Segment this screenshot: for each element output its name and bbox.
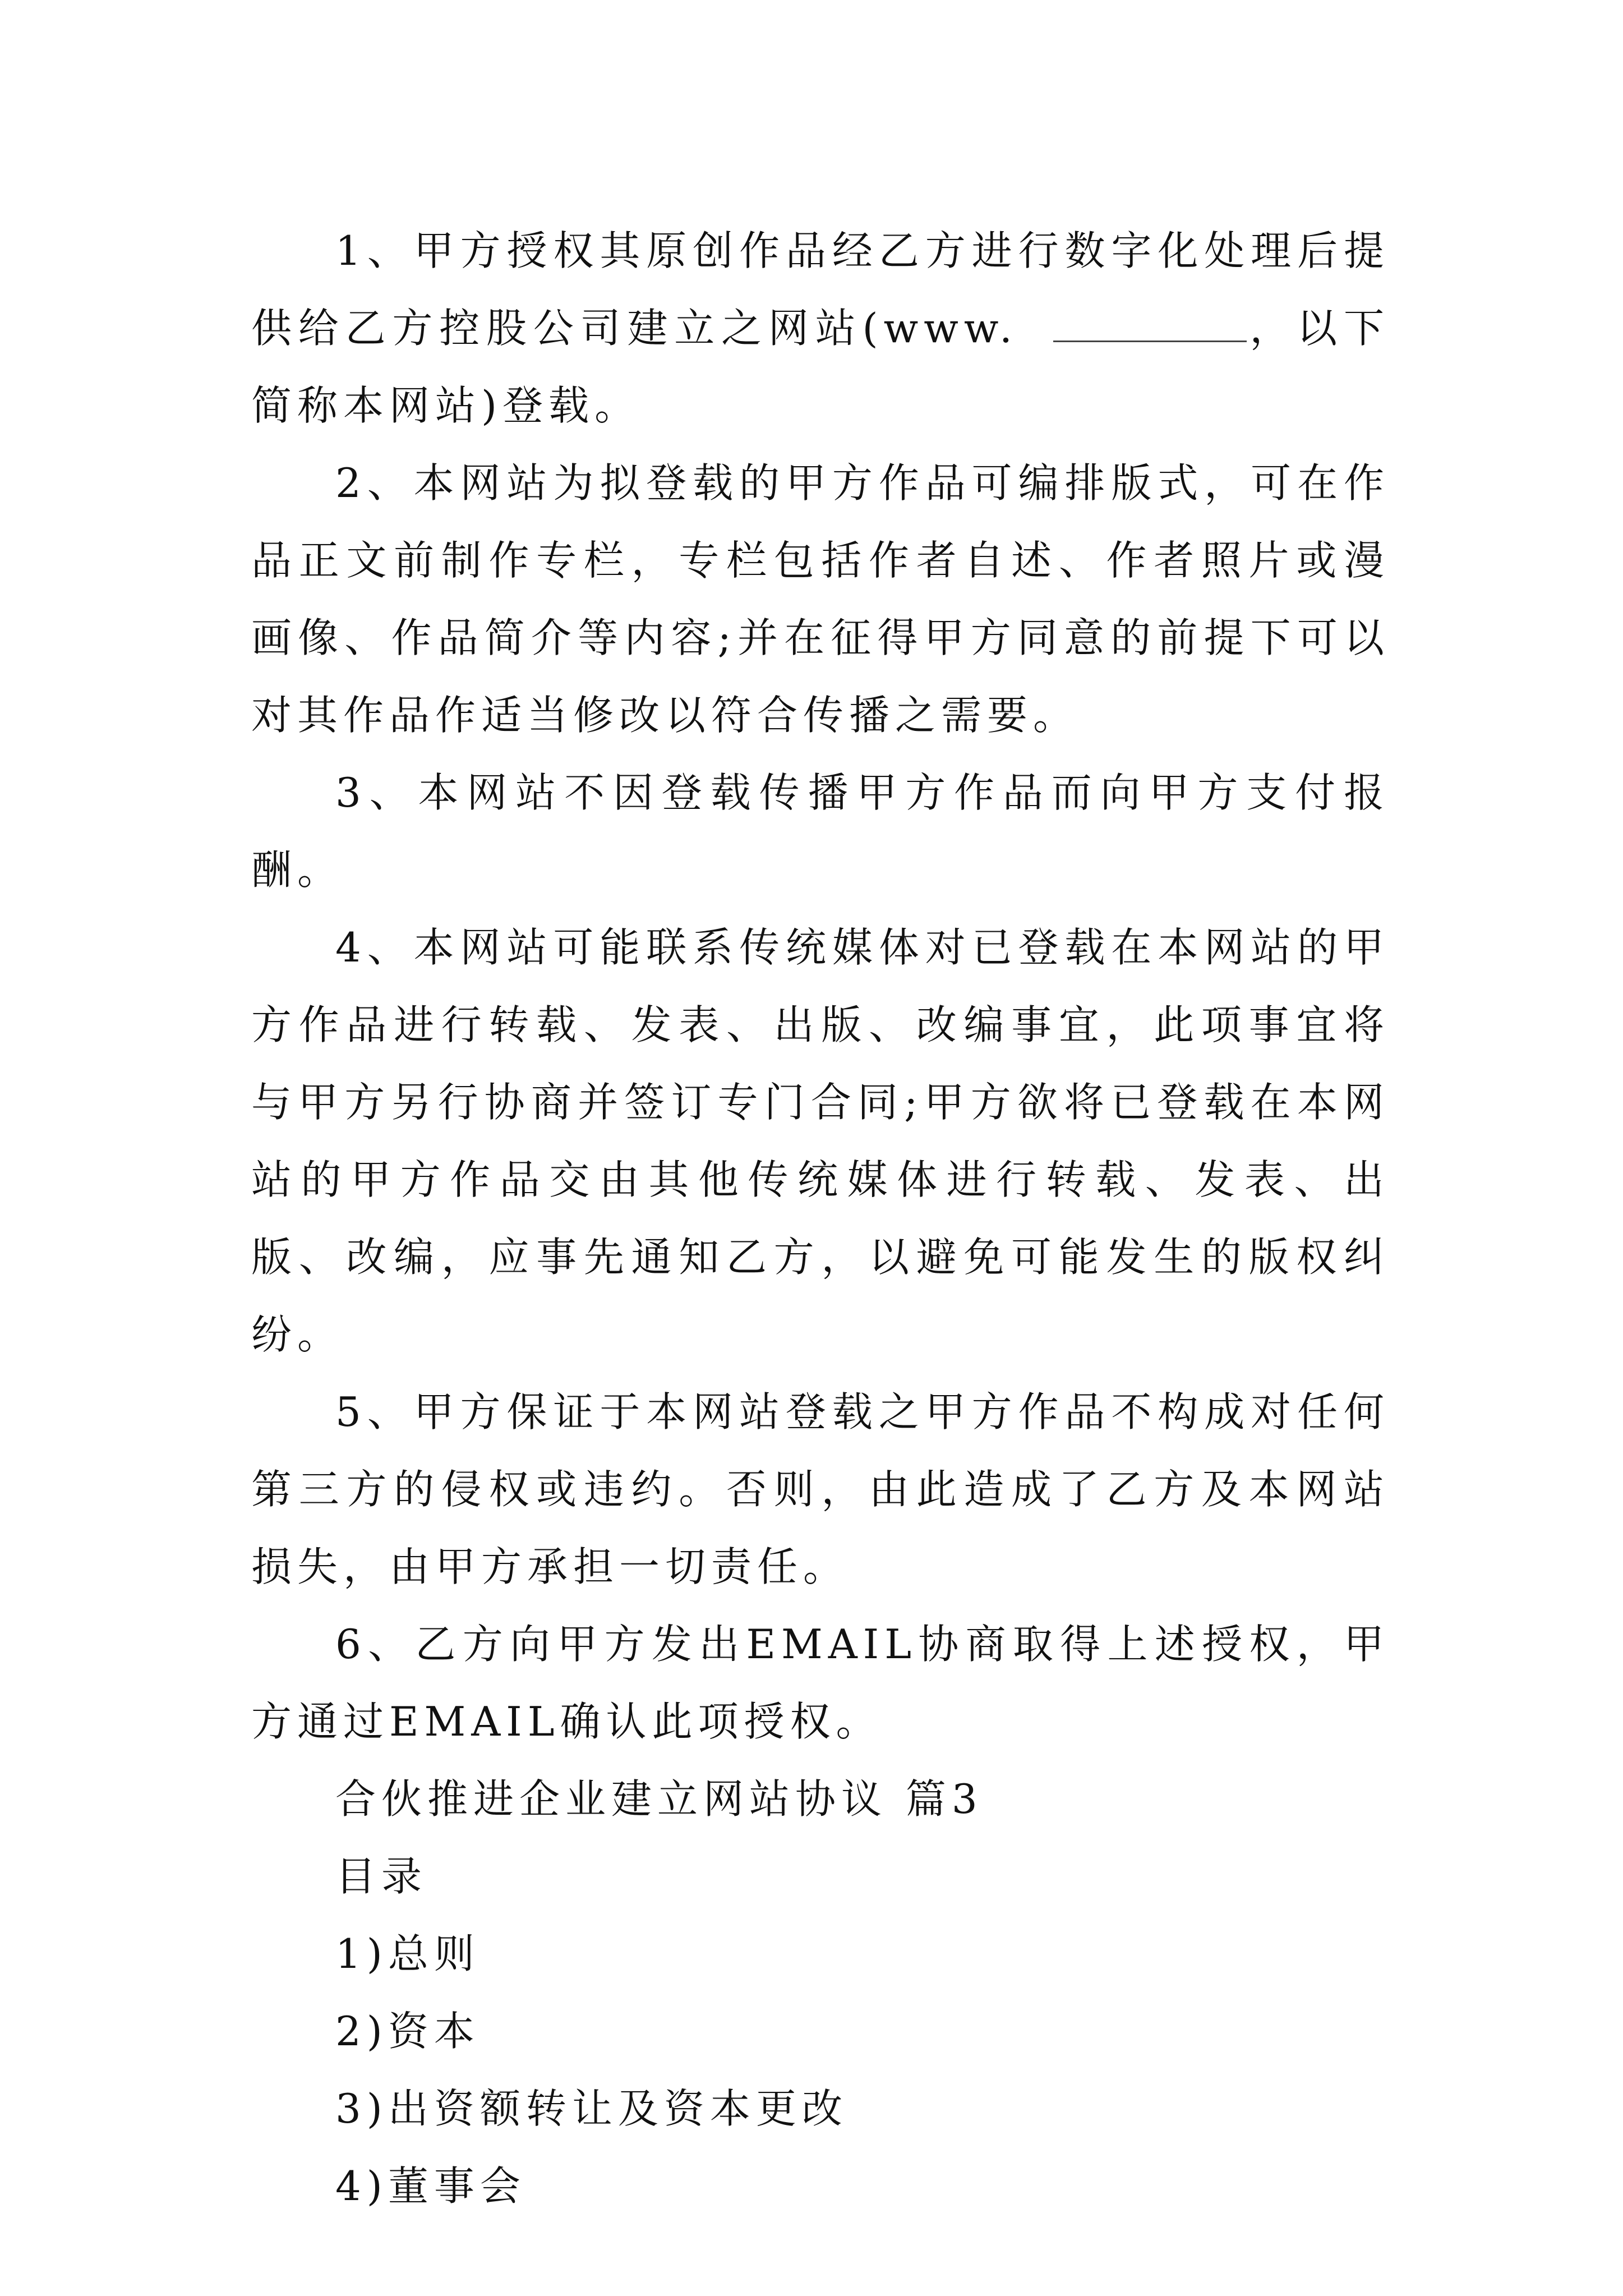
clause-5: 5、甲方保证于本网站登载之甲方作品不构成对任何第三方的侵权或违约。否则，由此造成了乙方及本网站损失，由甲方承担一切责任。	[251, 1388, 1390, 1590]
toc-item-1: 1)总则	[335, 1930, 480, 1977]
clause-4: 4、本网站可能联系传统媒体对已登载在本网站的甲方作品进行转载、发表、出版、改编事宜，此项事宜将与甲方另行协商并签订专门合同;甲方欲将已登载在本网站的甲方作品交由其他传统媒体进行转载、发表、出版、改编，应事先通知乙方，以避免可能发生的版权纠纷。	[251, 924, 1390, 1358]
toc-heading: 目录	[335, 1853, 428, 1900]
toc-item-3: 3)出资额转让及资本更改	[335, 2085, 848, 2132]
toc-item-2: 2)资本	[335, 2008, 480, 2055]
section-title: 合伙推进企业建立网站协议 篇3	[335, 1775, 983, 1823]
clause-2: 2、本网站为拟登载的甲方作品可编排版式，可在作品正文前制作专栏，专栏包括作者自述、作者照片或漫画像、作品简介等内容;并在征得甲方同意的前提下可以对其作品作适当修改以符合传播之需要。	[251, 459, 1390, 739]
clause-6: 6、乙方向甲方发出EMAIL协商取得上述授权，甲方通过EMAIL确认此项授权。	[251, 1621, 1390, 1745]
toc-item-4: 4)董事会	[335, 2162, 526, 2210]
clause-1-text-after: ，以下简称本网站)登载。	[251, 305, 1390, 429]
clause-3: 3、本网站不因登载传播甲方作品而向甲方支付报酬。	[251, 769, 1390, 894]
url-blank-underline	[1053, 339, 1247, 342]
clause-1	[251, 212, 1390, 444]
document-body	[251, 212, 1390, 2225]
clause-1-text-before: 1、甲方授权其原创作品经乙方进行数字化处理后提供给乙方控股公司建立之网站(www.	[251, 227, 1390, 352]
